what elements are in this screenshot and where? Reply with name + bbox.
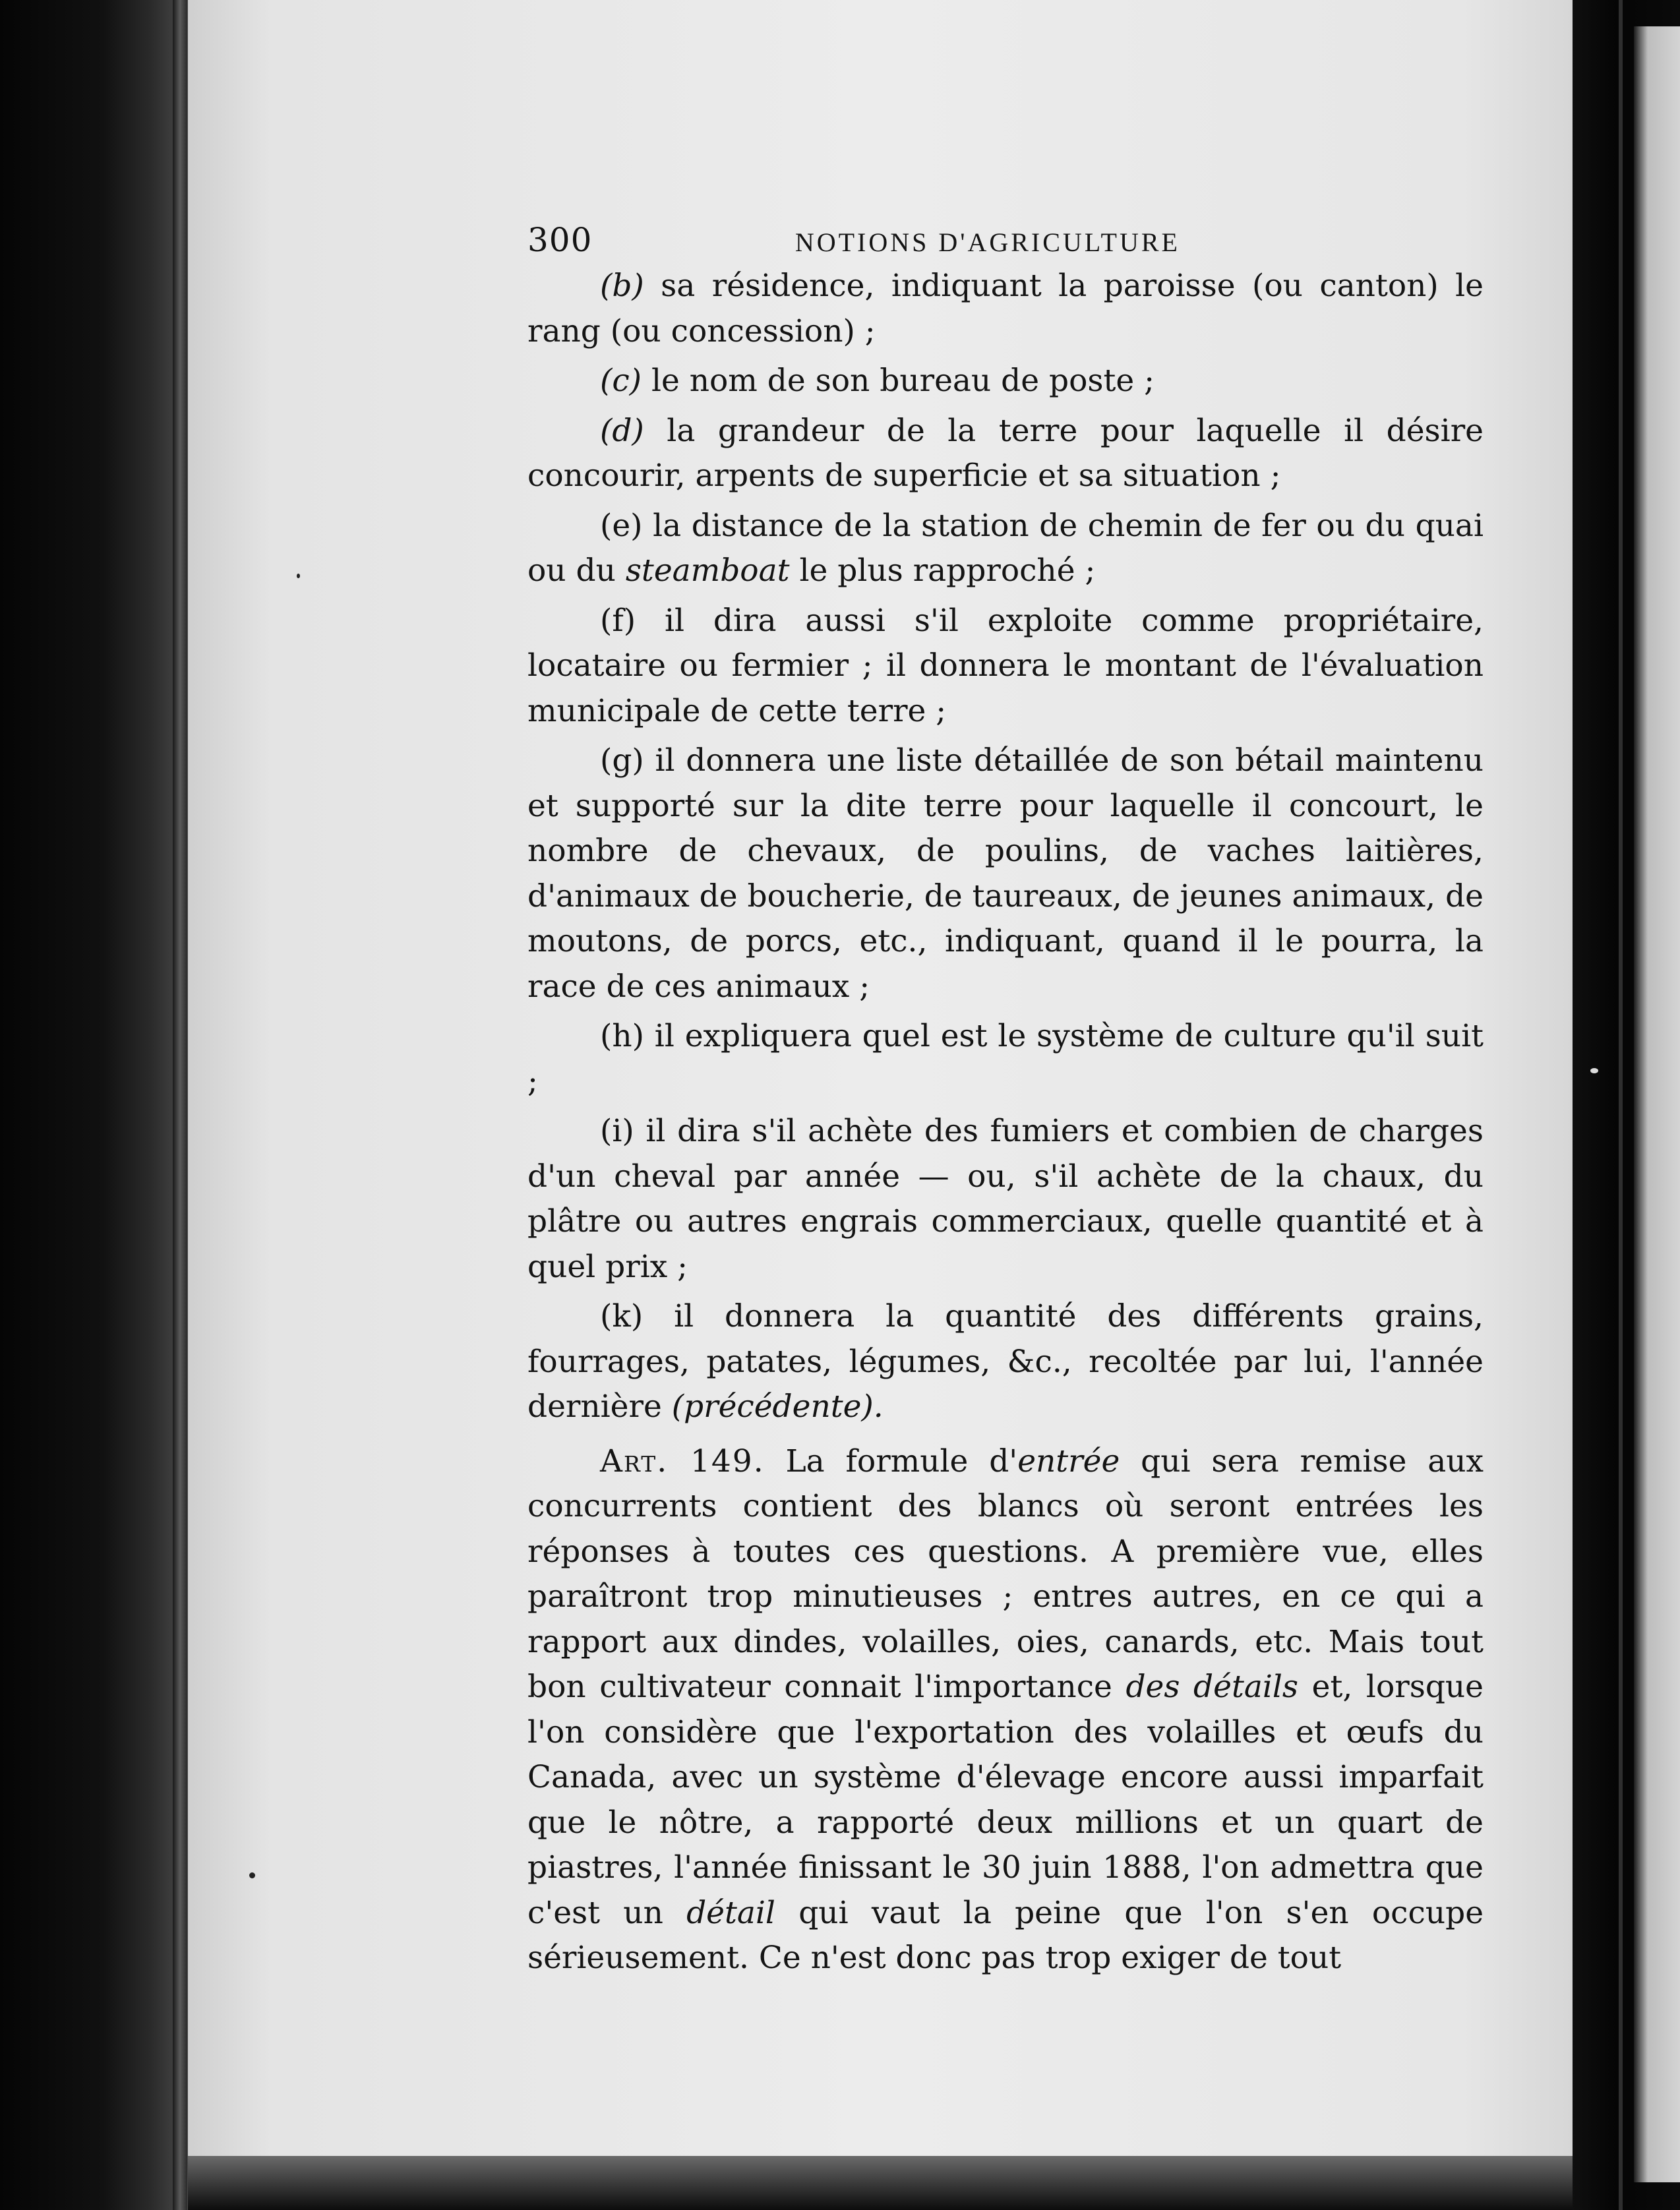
article-text: qui vaut la peine que l'on s'en occupe sérieusement. Ce n'est donc pas trop exiger de tout xyxy=(527,1894,1484,1976)
item-text: sa résidence, indiquant la paroisse (ou canton) le rang (ou concession) ; xyxy=(527,268,1484,349)
item-label: (i) xyxy=(600,1113,634,1149)
item-emphasis: steamboat xyxy=(625,552,790,589)
book-binding-shadow xyxy=(0,0,188,2210)
item-text: il donnera la quantité des différents grains, fourrages, patates, légumes, &c., recoltée par lui, l'année dernière xyxy=(527,1298,1484,1425)
item-text: la distance de la station de chemin de fer ou du quai ou du xyxy=(527,507,1484,589)
page-bottom-shadow xyxy=(188,2156,1573,2210)
page-number: 300 xyxy=(527,221,593,259)
list-item xyxy=(527,409,1484,499)
adjacent-page-edge-line xyxy=(1619,0,1623,2210)
article-emphasis: des détails xyxy=(1125,1669,1299,1705)
item-text: il donnera une liste détaillée de son bétail maintenu et supporté sur la dite terre pour laquelle il concourt, le nombre de chevaux, de poulins, de vaches laitières, d'animaux de boucherie, de taureaux, de jeunes animaux, de moutons, de porcs, etc., indiquant, quand il le pourra, la race de ces animaux ; xyxy=(527,742,1484,1005)
item-text: la grandeur de la terre pour laquelle il désire concourir, arpents de superficie et sa situation ; xyxy=(527,412,1484,494)
item-emphasis: (précédente). xyxy=(671,1389,884,1425)
list-item xyxy=(527,738,1484,1009)
item-label: (h) xyxy=(600,1018,644,1054)
article-label: Art. 149. xyxy=(600,1443,765,1479)
item-label: (e) xyxy=(600,507,643,544)
list-item xyxy=(527,504,1484,594)
page-text xyxy=(527,218,1484,1981)
binding-edge xyxy=(173,0,187,2210)
list-item xyxy=(527,1109,1484,1290)
scan-speck xyxy=(297,574,300,578)
item-text: il expliquera quel est le système de culture qu'il suit ; xyxy=(527,1018,1484,1100)
list-item xyxy=(527,599,1484,734)
article-paragraph xyxy=(527,1439,1484,1981)
article-text: La formule d' xyxy=(764,1443,1018,1479)
item-label: (k) xyxy=(600,1298,644,1334)
article-text: et, lorsque l'on considère que l'exportation des volailles et œufs du Canada, avec un système d'élevage encore aussi imparfait que le nôtre, a rapporté deux millions et un quart de piastres, l'année finissant le 30 juin 1888, l'on admettra que c'est un xyxy=(527,1669,1484,1931)
item-label: (d) xyxy=(600,412,644,449)
item-text: le nom de son bureau de poste ; xyxy=(642,363,1155,399)
list-item xyxy=(527,359,1484,404)
item-text: il dira aussi s'il exploite comme propriétaire, locataire ou fermier ; il donnera le montant de l'évaluation municipale de cette terre ; xyxy=(527,602,1484,729)
list-item xyxy=(527,264,1484,354)
list-item xyxy=(527,1014,1484,1104)
article-emphasis: entrée xyxy=(1017,1443,1120,1479)
article-emphasis: détail xyxy=(686,1894,775,1931)
scan-speck xyxy=(249,1872,255,1878)
article-text: qui sera remise aux concurrents contient des blancs où seront entrées les réponses à toutes ces questions. A première vue, elles paraîtront trop minutieuses ; entres autres, en ce qui a rapport aux dindes, volailles, oies, canards, etc. Mais tout bon cultivateur connait l'importance xyxy=(527,1443,1484,1705)
running-head xyxy=(527,218,1484,264)
running-title: NOTIONS D'AGRICULTURE xyxy=(795,227,1180,257)
item-label: (f) xyxy=(600,602,636,639)
item-label: (b) xyxy=(600,268,644,304)
list-item xyxy=(527,1294,1484,1430)
item-text: il dira s'il achète des fumiers et combien de charges d'un cheval par année — ou, s'il achète de la chaux, du plâtre ou autres engrais commerciaux, quelle quantité et à quel prix ; xyxy=(527,1113,1484,1285)
item-text: le plus rapproché ; xyxy=(789,552,1096,589)
adjacent-page-sliver xyxy=(1634,26,1680,2182)
item-label: (c) xyxy=(600,363,642,399)
item-label: (g) xyxy=(600,742,644,779)
scan-speck xyxy=(1590,1068,1598,1073)
